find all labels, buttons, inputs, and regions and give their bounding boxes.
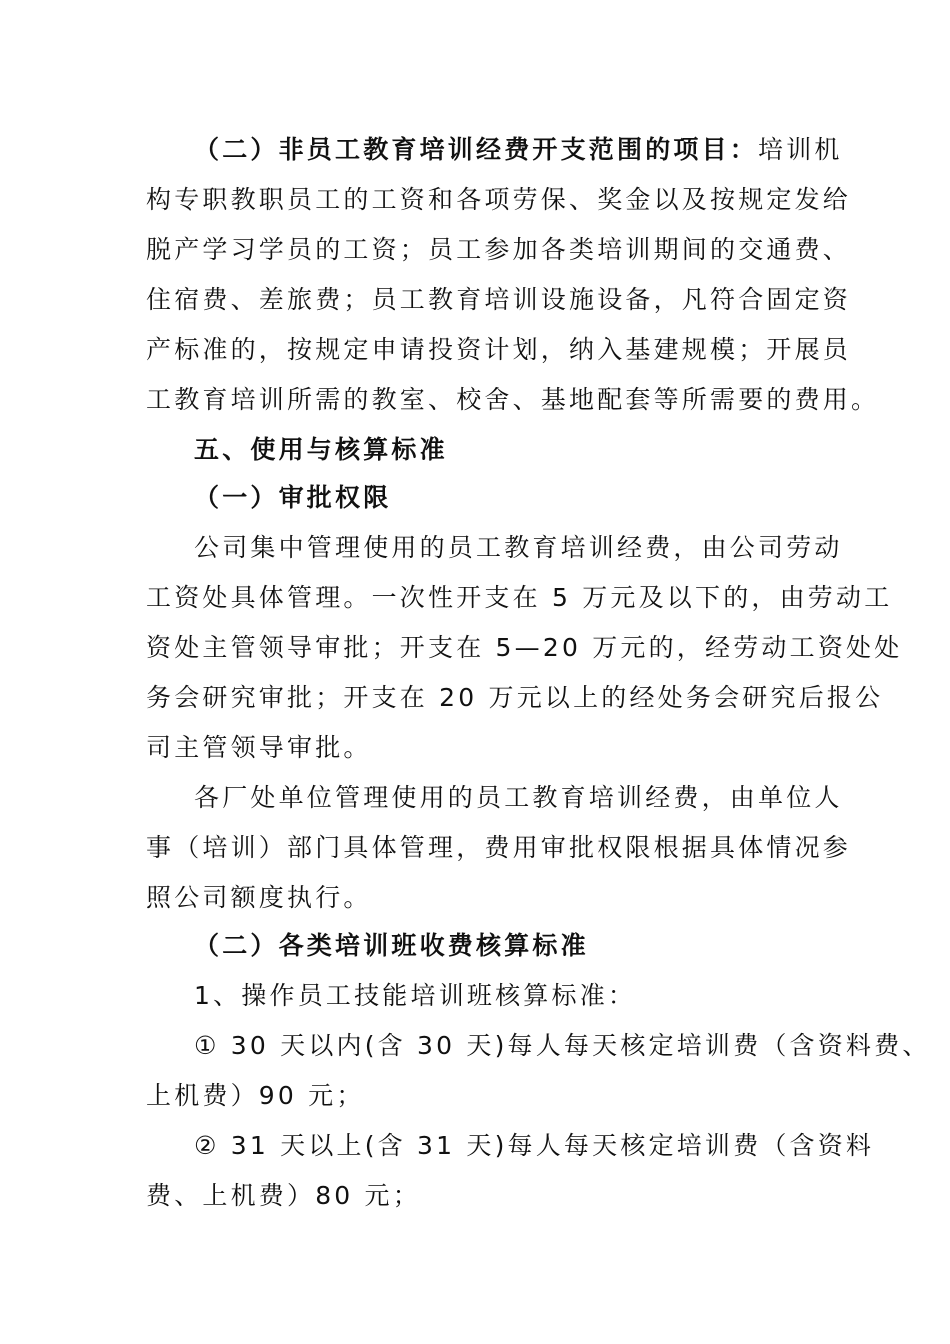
text-line: 上机费）90 元；	[146, 1081, 365, 1110]
section-5-title: 五、使用与核算标准	[194, 435, 448, 464]
text-line: 务会研究审批；开支在 20 万元以上的经处务会研究后报公	[146, 683, 884, 712]
list-item: 1、操作员工技能培训班核算标准：	[194, 981, 637, 1010]
text-line: 公司集中管理使用的员工教育培训经费，由公司劳动	[194, 533, 843, 562]
section-2-first-line	[194, 130, 874, 170]
text-line: 事（培训）部门具体管理，费用审批权限根据具体情况参	[146, 833, 852, 862]
text-line: 产标准的，按规定申请投资计划，纳入基建规模；开展员	[146, 335, 852, 364]
text-line: 照公司额度执行。	[146, 883, 372, 912]
subsection-1-title: （一）审批权限	[194, 483, 392, 512]
section-2-text-start: 培训机	[758, 135, 843, 164]
text-line: 工资处具体管理。一次性开支在 5 万元及以下的，由劳动工	[146, 583, 893, 612]
text-line: 工教育培训所需的教室、校舍、基地配套等所需要的费用。	[146, 385, 880, 414]
subsection-2-title: （二）各类培训班收费核算标准	[194, 931, 589, 960]
text-line: 住宿费、差旅费；员工教育培训设施设备，凡符合固定资	[146, 285, 852, 314]
text-line: 构专职教职员工的工资和各项劳保、奖金以及按规定发给	[146, 185, 852, 214]
text-line: 各厂处单位管理使用的员工教育培训经费，由单位人	[194, 783, 843, 812]
text-line: 费、上机费）80 元；	[146, 1181, 421, 1210]
section-2-heading: （二）非员工教育培训经费开支范围的项目：	[194, 135, 759, 164]
list-item: ① 30 天以内(含 30 天)每人每天核定培训费（含资料费、	[194, 1031, 931, 1060]
text-line: 司主管领导审批。	[146, 733, 372, 762]
text-line: 脱产学习学员的工资；员工参加各类培训期间的交通费、	[146, 235, 852, 264]
text-line: 资处主管领导审批；开支在 5—20 万元的，经劳动工资处处	[146, 633, 903, 662]
list-item: ② 31 天以上(含 31 天)每人每天核定培训费（含资料	[194, 1131, 875, 1160]
